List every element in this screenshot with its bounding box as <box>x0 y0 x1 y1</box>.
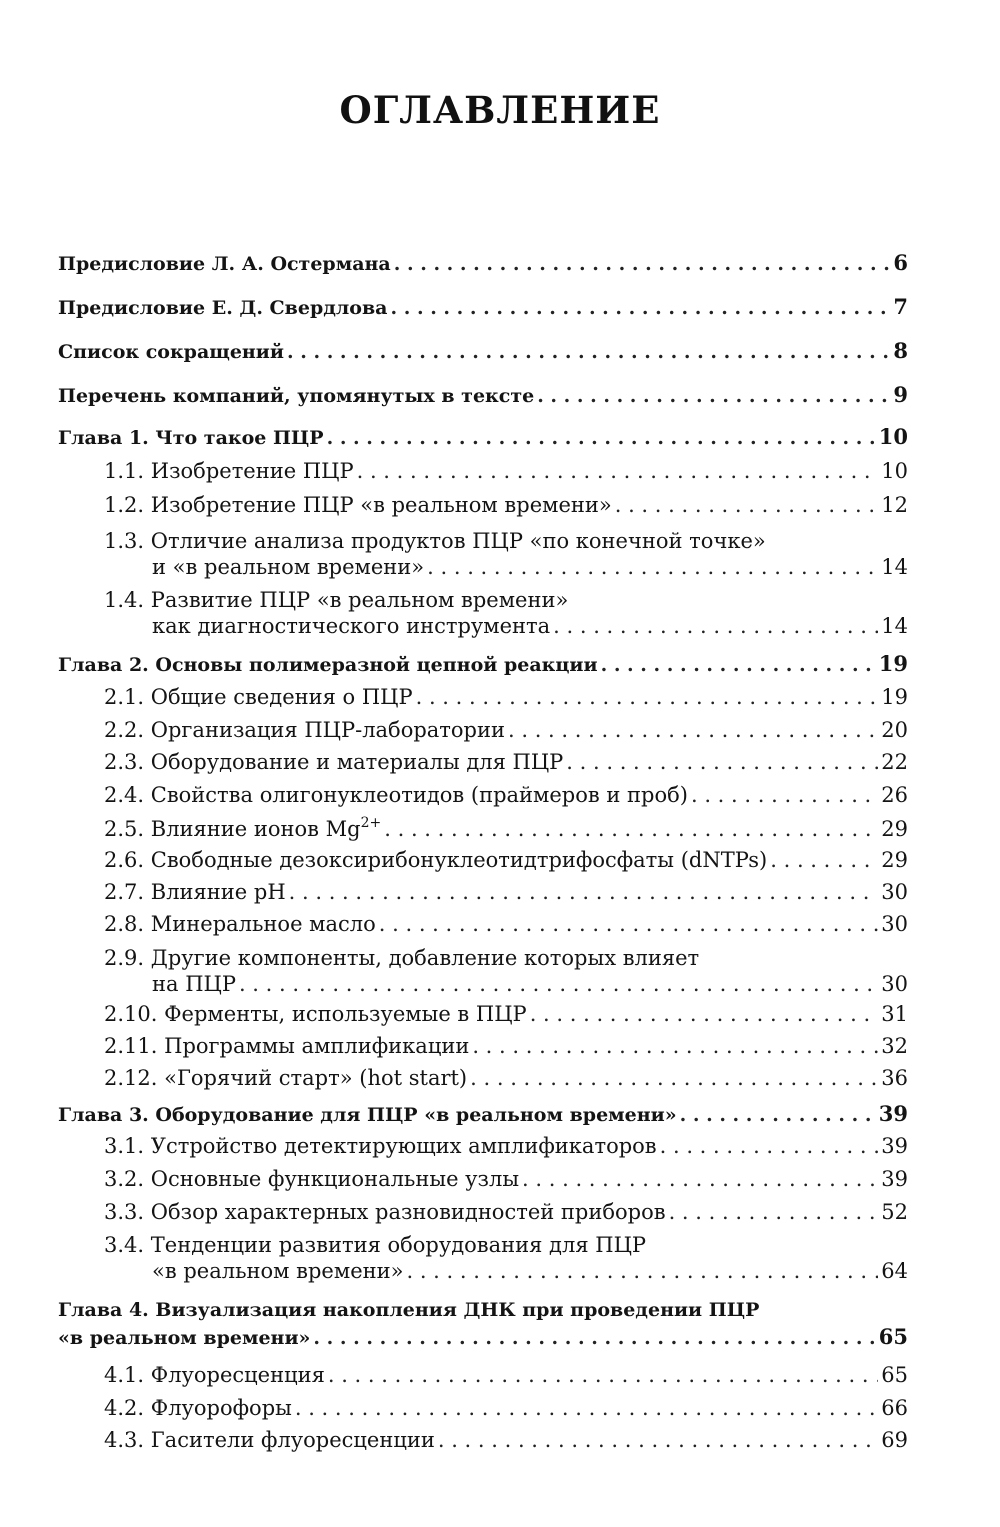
section-number: 1.2. <box>104 493 145 517</box>
entry-title: Перечень компаний, упомянутых в тексте <box>58 385 535 407</box>
entry-page: 14 <box>881 555 908 579</box>
section-number: 1.3. <box>104 529 145 553</box>
entry-page: 29 <box>881 848 908 872</box>
toc-section-2-2[interactable] <box>104 718 908 742</box>
section-number: 2.3. <box>104 750 145 774</box>
section-number: 2.12. <box>104 1066 158 1090</box>
entry-title: Глава 1. Что такое ПЦР <box>58 427 324 449</box>
entry-title: Гасители флуоресценции <box>150 1428 435 1452</box>
leader-dots <box>384 817 878 841</box>
leader-dots <box>328 1363 878 1387</box>
leader-dots <box>313 1327 875 1349</box>
leader-dots <box>357 459 879 483</box>
leader-dots <box>406 1259 878 1283</box>
leader-dots <box>295 1396 878 1420</box>
leader-dots <box>566 750 878 774</box>
entry-title: Оборудование и материалы для ПЦР <box>150 750 564 774</box>
entry-page: 39 <box>881 1167 908 1191</box>
entry-page: 20 <box>881 718 908 742</box>
page-title: ОГЛАВЛЕНИЕ <box>339 88 661 132</box>
section-number: 2.9. <box>104 946 145 970</box>
toc-chapter-1[interactable] <box>58 424 908 449</box>
entry-page: 52 <box>881 1200 908 1224</box>
entry-title: Свободные дезоксирибонуклеотидтрифосфаты (dNTPs) <box>150 848 768 872</box>
entry-title: Глава 4. Визуализация накопления ДНК при проведении ПЦР <box>58 1299 760 1321</box>
entry-page: 26 <box>881 783 908 807</box>
entry-page: 7 <box>893 294 908 319</box>
leader-dots <box>615 493 879 517</box>
section-number: 2.4. <box>104 783 145 807</box>
toc-section-2-10[interactable] <box>104 1002 908 1026</box>
section-number: 3.4. <box>104 1233 145 1257</box>
entry-title: Минеральное масло <box>150 912 376 936</box>
section-number: 2.10. <box>104 1002 158 1026</box>
entry-page: 65 <box>881 1363 908 1387</box>
toc-section-4-1[interactable] <box>104 1363 908 1387</box>
entry-page: 10 <box>881 459 908 483</box>
leader-dots <box>601 654 876 676</box>
toc-entry-companies[interactable] <box>58 382 908 407</box>
toc-section-2-1[interactable] <box>104 685 908 709</box>
entry-page: 30 <box>881 880 908 904</box>
entry-title-cont: на ПЦР <box>152 972 236 996</box>
entry-page: 39 <box>881 1134 908 1158</box>
toc-section-1-3[interactable] <box>104 527 908 579</box>
toc-section-2-5[interactable] <box>104 815 908 841</box>
leader-dots <box>287 341 890 363</box>
section-number: 2.2. <box>104 718 145 742</box>
entry-title-cont: «в реальном времени» <box>58 1327 311 1349</box>
entry-title: Глава 3. Оборудование для ПЦР «в реальном времени» <box>58 1104 677 1126</box>
leader-dots <box>379 912 878 936</box>
entry-page: 8 <box>893 338 908 363</box>
entry-page: 14 <box>881 614 908 638</box>
entry-title: Список сокращений <box>58 341 284 363</box>
entry-title: Влияние ионов Mg <box>150 817 361 841</box>
toc-section-3-2[interactable] <box>104 1167 908 1191</box>
leader-dots <box>327 427 876 449</box>
entry-page: 19 <box>878 651 908 676</box>
superscript: 2+ <box>360 815 382 831</box>
entry-title: Основные функциональные узлы <box>150 1167 520 1191</box>
toc-section-4-2[interactable] <box>104 1396 908 1420</box>
toc-section-3-4[interactable] <box>104 1231 908 1283</box>
entry-page: 29 <box>881 817 908 841</box>
entry-page: 69 <box>881 1428 908 1452</box>
leader-dots <box>660 1134 879 1158</box>
entry-title: Программы амплификации <box>164 1034 470 1058</box>
toc-section-2-8[interactable] <box>104 912 908 936</box>
section-number: 4.1. <box>104 1363 145 1387</box>
toc-section-2-12[interactable] <box>104 1066 908 1090</box>
entry-page: 10 <box>878 424 908 449</box>
entry-page: 66 <box>881 1396 908 1420</box>
entry-title: Изобретение ПЦР <box>150 459 354 483</box>
leader-dots <box>691 783 878 807</box>
leader-dots <box>239 972 878 996</box>
leader-dots <box>394 253 891 275</box>
toc-section-1-2[interactable] <box>104 493 908 517</box>
toc-chapter-2[interactable] <box>58 651 908 676</box>
leader-dots <box>472 1034 878 1058</box>
toc-section-4-3[interactable] <box>104 1428 908 1452</box>
entry-title: Флуоресценция <box>150 1363 325 1387</box>
entry-title: Предисловие Л. А. Остермана <box>58 253 391 275</box>
entry-page: 30 <box>881 972 908 996</box>
leader-dots <box>427 555 878 579</box>
entry-title: Организация ПЦР-лаборатории <box>150 718 505 742</box>
entry-title-cont: как диагностического инструмента <box>152 614 551 638</box>
section-number: 2.6. <box>104 848 145 872</box>
entry-page: 19 <box>881 685 908 709</box>
entry-title: Влияние pH <box>150 880 286 904</box>
entry-title: Другие компоненты, добавление которых влияет <box>150 946 700 970</box>
leader-dots <box>680 1104 876 1126</box>
entry-page: 22 <box>881 750 908 774</box>
entry-title: Устройство детектирующих амплификаторов <box>150 1134 657 1158</box>
leader-dots <box>537 385 890 407</box>
entry-title-cont: «в реальном времени» <box>152 1259 404 1283</box>
entry-page: 12 <box>881 493 908 517</box>
leader-dots <box>530 1002 879 1026</box>
entry-page: 64 <box>881 1259 908 1283</box>
leader-dots <box>391 297 891 319</box>
toc-chapter-4[interactable] <box>58 1296 908 1349</box>
section-number: 4.3. <box>104 1428 145 1452</box>
entry-title: Глава 2. Основы полимеразной цепной реакции <box>58 654 598 676</box>
entry-page: 36 <box>881 1066 908 1090</box>
toc-entry-abbreviations[interactable] <box>58 338 908 363</box>
leader-dots <box>553 614 878 638</box>
section-number: 3.2. <box>104 1167 145 1191</box>
section-number: 2.11. <box>104 1034 158 1058</box>
entry-page: 32 <box>881 1034 908 1058</box>
section-number: 3.1. <box>104 1134 145 1158</box>
leader-dots <box>508 718 878 742</box>
section-number: 1.4. <box>104 588 145 612</box>
entry-page: 31 <box>881 1002 908 1026</box>
leader-dots <box>438 1428 878 1452</box>
toc-section-1-1[interactable] <box>104 459 908 483</box>
entry-title: Тенденции развития оборудования для ПЦР <box>150 1233 647 1257</box>
entry-page: 30 <box>881 912 908 936</box>
section-number: 2.5. <box>104 817 145 841</box>
toc-section-2-6[interactable] <box>104 848 908 872</box>
toc-entry-preface-sverdlov[interactable] <box>58 294 908 319</box>
entry-page: 65 <box>878 1324 908 1349</box>
toc-section-2-7[interactable] <box>104 880 908 904</box>
entry-page: 39 <box>878 1101 908 1126</box>
entry-title: Флуорофоры <box>150 1396 292 1420</box>
leader-dots <box>669 1200 879 1224</box>
toc-section-2-9[interactable] <box>104 944 908 996</box>
entry-title: Свойства олигонуклеотидов (праймеров и проб) <box>150 783 688 807</box>
section-number: 2.1. <box>104 685 145 709</box>
leader-dots <box>770 848 878 872</box>
entry-title-cont: и «в реальном времени» <box>152 555 425 579</box>
entry-title: Отличие анализа продуктов ПЦР «по конечной точке» <box>150 529 766 553</box>
section-number: 4.2. <box>104 1396 145 1420</box>
toc-section-3-1[interactable] <box>104 1134 908 1158</box>
leader-dots <box>522 1167 878 1191</box>
entry-title: Предисловие Е. Д. Свердлова <box>58 297 388 319</box>
toc-section-1-4[interactable] <box>104 586 908 638</box>
leader-dots <box>416 685 879 709</box>
entry-title: «Горячий старт» (hot start) <box>164 1066 468 1090</box>
entry-title: Изобретение ПЦР «в реальном времени» <box>150 493 612 517</box>
entry-title: Общие сведения о ПЦР <box>150 685 413 709</box>
entry-page: 6 <box>893 250 908 275</box>
toc-section-2-11[interactable] <box>104 1034 908 1058</box>
entry-title: Ферменты, используемые в ПЦР <box>164 1002 527 1026</box>
toc-entry-preface-osterman[interactable] <box>58 250 908 275</box>
section-number: 1.1. <box>104 459 145 483</box>
entry-title: Развитие ПЦР «в реальном времени» <box>150 588 569 612</box>
entry-page: 9 <box>893 382 908 407</box>
leader-dots <box>470 1066 878 1090</box>
leader-dots <box>289 880 879 904</box>
section-number: 3.3. <box>104 1200 145 1224</box>
section-number: 2.7. <box>104 880 145 904</box>
toc-chapter-3[interactable] <box>58 1101 908 1126</box>
toc-section-3-3[interactable] <box>104 1200 908 1224</box>
section-number: 2.8. <box>104 912 145 936</box>
entry-title: Обзор характерных разновидностей приборов <box>150 1200 666 1224</box>
toc-section-2-3[interactable] <box>104 750 908 774</box>
toc-section-2-4[interactable] <box>104 783 908 807</box>
